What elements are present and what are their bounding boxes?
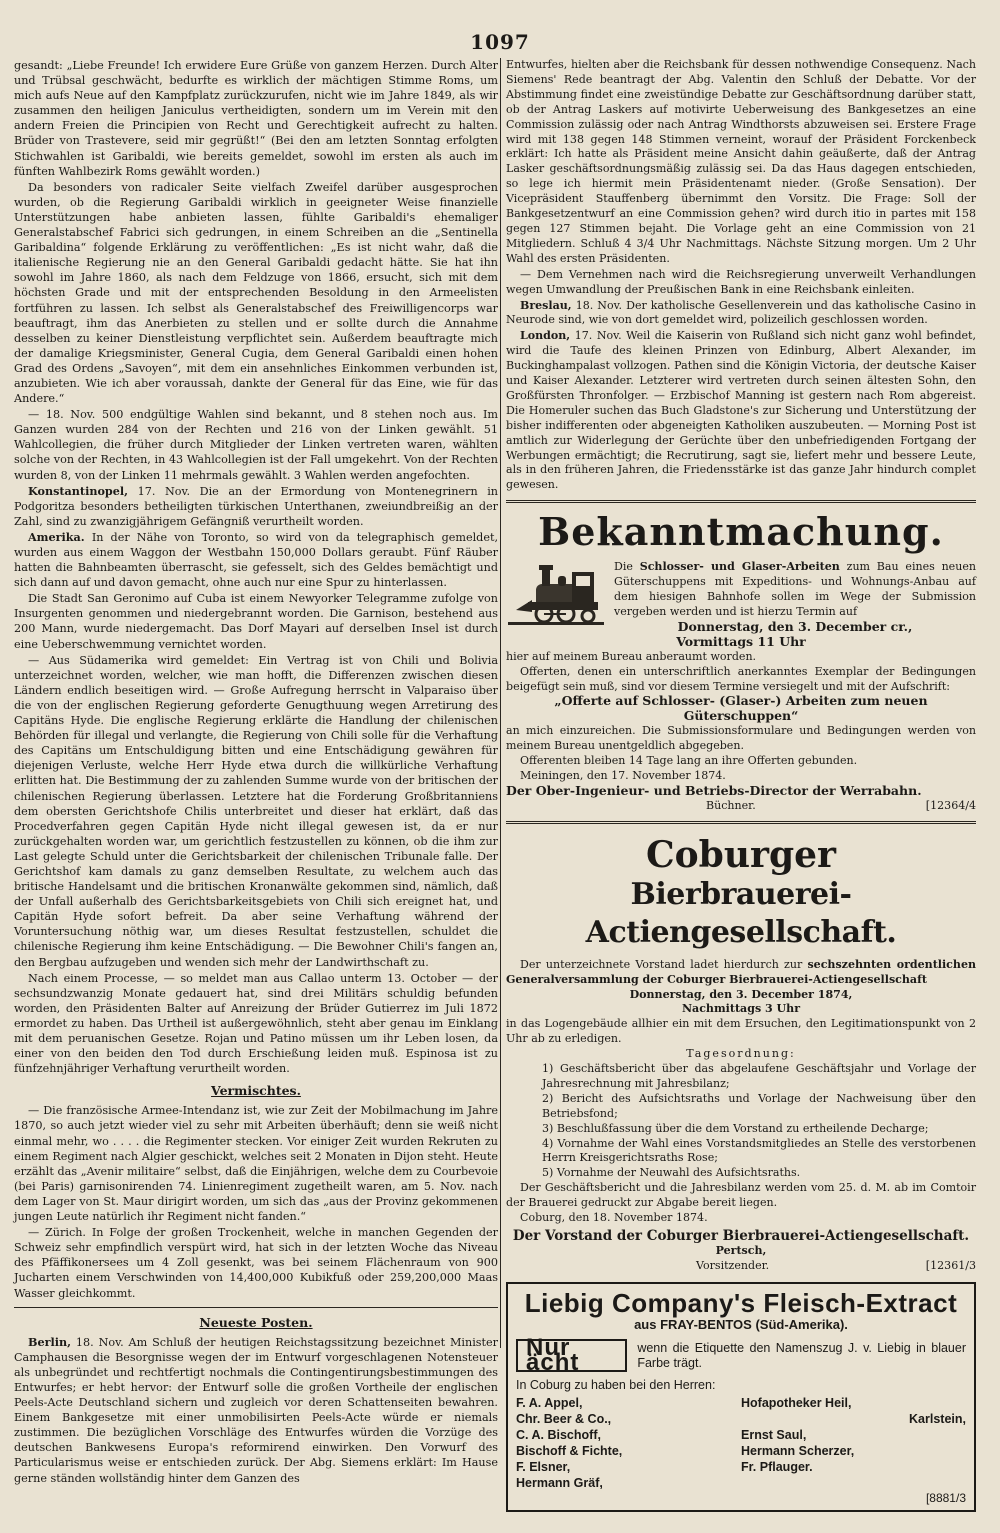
list-item: 1) Geschäftsbericht über das abgelaufene Geschäftsjahr und Vorlage der Jahresrechnung mit Jahresbilanz; (542, 1062, 976, 1090)
article-paragraph: — Aus Südamerika wird gemeldet: Ein Vertrag ist von Chili und Bolivia unterzeichnet worden, welcher, wie man hofft, die Differenzen zwischen diesen Ländern endlich beseitigen wird. — Große Aufregung herrscht in Valparaiso über die von der englischen Regierung geforderte Genugthuung wegen Arretirung des Capitäns Hyde. Die englische Regierung erklärte die Handlung der chilenischen Behörden für illegal und verlangte, die Regierung von Chili solle für die Verhaftung des Capitäns um Entschuldigung bitten und eine Entschädigung gewähren für diejenigen Verluste, welche Herr Hyde etwa durch die willkürliche Verhaftung erlitten hat. Die Bestimmung der zu zahlenden Summe wurde von der britischen der chilenischen Regierung überlassen. Letztere hat die Forderung Großbritanniens dem obersten Gerichtshofe Chilis unterbreitet und dieser hat erklärt, daß das Procedverfahren gegen Capitän Hyde nicht illegal gewesen ist, da er nur zurückgehalten worden war, um gerichtlich festzustellen zu können, ob die ihm zur Last gelegte Schuld unter die Gerichtsbarkeit der chilenischen Tribunale falle. Der Gerichtshof kam damals zu ganz demselben Resultate, zu welchem auch das britische Handelsamt und die britischen Kronanwälte gekommen sind, nämlich, daß der Unfall außerhalb des Gerichtsbarkeitsgebiets von Chili sich ereignet hat, und Capitän Hyde sofort befreit. Da aber seine Verhaftung während der Voruntersuchung nöthig war, um dieses Resultat festzustellen, schuldet die chilenische Regierung ihm keine Entschädigung. — Die Bewohner Chili's fangen an, den Bergbau aufzugeben und wenden sich mehr der Landwirthschaft zu. (14, 653, 498, 969)
advertisement-liebig (506, 1282, 976, 1513)
ad-time-line: Nachmittags 3 Uhr (681, 1002, 801, 1016)
ad-intro (506, 958, 976, 988)
ad-subtitle: aus FRAY-BENTOS (Süd-Amerika). (634, 1316, 848, 1332)
ad-intro-text: Der unterzeichnete Vorstand ladet hierdurch zur (520, 957, 803, 971)
ad-signer: Der Vorstand der Coburger Bierbrauerei-Actiengesellschaft. (512, 1228, 970, 1244)
article-paragraph: Nach einem Processe, — so meldet man aus Callao unterm 13. October — der sechsundzwanzig Monate gedauert hat, sind drei Militärs schuldig befunden worden, den Präsidenten Balter auf Anreizung der Brüder Gutierrez im Juli 1872 ermordet zu haben. Das Urtheil ist außergewöhnlich, steht aber genau im Einklang mit dem peruanischen Gesetze. Rojan und Patino müssen um ihr Leben losen, da einer von den beiden den Tod durch Erschießung leiden muß. Espinosa ist zu fünfzehnjähriger Verhaftung verurtheilt worden. (14, 971, 498, 1076)
vendor-grid (516, 1395, 966, 1491)
ad-sign-row (506, 799, 976, 814)
ad-signer-name: Pertsch, (715, 1243, 767, 1257)
ad-nur-aecht: Nur ächt (516, 1339, 627, 1373)
article-text: 17. Nov. Die an der Ermordung von Montenegrinern in Podgoritza besonders betheiligten türkischen Unterthanen, zweiundbreißig an der Zahl, sind zu zwanzigjährigem Gefängniß verurtheilt worden. (14, 484, 498, 528)
list-item: Hofapotheker Heil, (741, 1396, 852, 1411)
ad-signer-role: Vorsitzender. (696, 1258, 770, 1272)
ad-etikette-text: wenn die Etiquette den Namenszug J. v. Liebig in blauer Farbe trägt. (637, 1340, 966, 1370)
list-item: 5) Vornahme der Neuwahl des Aufsichtsraths. (542, 1166, 801, 1180)
list-item: 3) Beschlußfassung über die dem Vorstand zu ertheilende Decharge; (542, 1121, 929, 1135)
left-column (14, 58, 498, 1487)
list-item: 4) Vornahme der Wahl eines Vorstandsmitgliedes an Stelle des verstorbenen Herrn Kreisgerichtsraths Rose; (542, 1136, 976, 1165)
vendor-list-right (741, 1395, 966, 1491)
ad-text: Offerenten bleiben 14 Tage lang an ihre Offerten gebunden. (520, 754, 858, 768)
ad-authenticity-row (516, 1333, 966, 1376)
list-item: Fr. Pflauger. (741, 1460, 813, 1475)
ad-signer: Der Ober-Ingenieur- und Betriebs-Director der Werrabahn. (506, 782, 922, 798)
page-number: 1097 (470, 30, 530, 54)
ad-text: Offerten, denen ein unterschriftlich anerkanntes Exemplar der Bedingungen beigefügt sein muß, sind vor diesem Termine versiegelt und mit der Aufschrift: (506, 664, 976, 693)
ad-reference: [12361/3 (925, 1258, 976, 1272)
list-item: C. A. Bischoff, (516, 1428, 601, 1443)
vendor-list-left (516, 1395, 741, 1491)
dateline-place: London, (520, 329, 571, 343)
ad-intro-lead: Die (614, 560, 633, 574)
list-item: Karlstein, (909, 1412, 966, 1427)
article-paragraph-berlin (14, 1335, 498, 1486)
list-item: 2) Bericht des Aufsichtsraths und Vorlage der Nachweisung über den Betriebsfond; (542, 1091, 976, 1120)
ad-title-coburger: Coburger (645, 833, 837, 876)
article-paragraph: Da besonders von radicaler Seite vielfach Zweifel darüber ausgesprochen wurden, ob die Regierung Garibaldi wirklich in geeigneter Weise finanzielle Unterstützungen habe anbieten lassen, fühlte Garibaldi's ehemaliger Generalstabschef Fabrici sich gedrungen, in einem Schreiben an die „Sentinella Garibaldina“ folgende Erklärung zu veröffentlichen: „Es ist nicht wahr, daß die italienische Regierung nie an den General Garibaldi gedacht hätte. Sie hat ihn sowohl im Jahre 1860, als nach dem Feldzuge von 1866, ersucht, sich mit dem höchsten Grade und mit der entsprechenden Besoldung in den Armeelisten fortführen zu lassen. Ich selbst als Generalstabschef des Freiwilligencorps war beauftragt, ihm das Anerbieten zu stellen und er sollte durch die Annahme desselben zu keiner Dienstleistung verpflichtet sein. Außerdem beauftragte mich der damalige Kriegsminister, General Cugia, dem General Garibaldi einen hohen Grad des Ordens „Savoyen“, mit dem ein ansehnliches Einkommen verbunden ist, anzubieten. Wie ich aber voraussah, dankte der General für das Eine, wie für das Andere.“ (14, 180, 498, 406)
article-text: 17. Nov. Weil die Kaiserin von Rußland sich nicht ganz wohl befindet, wird die Taufe des kleinen Prinzen von Edinburg, Albert Alexander, im Buckinghampalast vollzogen. Pathen sind die Königin Victoria, der deutsche Kaiser und Kaiser Alexander. Letzterer wird vertreten durch seinen ältesten Sohn, den Großfürsten Thronfolger. — Erzbischof Manning ist gestern nach Rom abgereist. Die Homeruler suchen das Buch Gladstone's zur Sicherung und Unterstützung der bisher indifferenten oder abgeneigten Katholiken auszubeuten. — Morning Post ist amtlich zur Widerlegung der Gerüchte über den unbefriedigenden Fortgang der Werbungen ermächtigt; die Recrutirung, sagt sie, liefert mehr und bessere Leute, als in den früheren Jahren, die Friedensstärke ist das ganze Jahr hindurch complet gewesen. (506, 329, 977, 492)
ad-reference: [8881/3 (925, 1491, 966, 1506)
dateline-place: Amerika. (28, 529, 85, 544)
dateline-place: Breslau, (520, 298, 572, 312)
ad-title-liebig: Liebig Company's Fleisch-Extract (524, 1287, 958, 1318)
ad-title-company: Bierbrauerei-Actiengesellschaft. (585, 876, 897, 950)
list-item: Bischoff & Fichte, (516, 1444, 623, 1459)
ad-text: hier auf meinem Bureau anberaumt worden. (506, 649, 757, 663)
list-item: Hermann Gräf, (516, 1476, 603, 1491)
advertisement-bekanntmachung (506, 510, 976, 813)
ad-quote: „Offerte auf Schlosser- (Glaser-) Arbeiten zum neuen Güterschuppen“ (554, 693, 928, 724)
dateline-place: Berlin, (28, 1334, 71, 1349)
article-paragraph: Die Stadt San Geronimo auf Cuba ist einem Newyorker Telegramme zufolge von Insurgenten genommen und niedergebrannt worden. Die Garnison, bestehend aus 200 Mann, wurde niedergemacht. Das Dorf Mayari auf derselben Insel ist durch eine Ueberschwemmung vernichtet worden. (14, 592, 498, 651)
divider (506, 821, 976, 824)
ad-sold-line: In Coburg zu haben bei den Herren: (516, 1378, 716, 1393)
list-item: Chr. Beer & Co., (516, 1412, 612, 1427)
ad-sign-row (506, 1259, 976, 1274)
agenda-list (506, 1062, 976, 1181)
ad-reference: [12364/4 (925, 798, 976, 812)
right-column (506, 58, 976, 1512)
locomotive-icon (506, 562, 606, 628)
article-paragraph: — Zürich. In Folge der großen Trockenheit, welche in manchen Gegenden der Schweiz sehr empfindlich verspürt wird, hat sich in der letzten Woche das Niveau des Pfäffikonersees um 4 Zoll gesenkt, was bei seinem Flächenraum von 900 Jucharten einem Verschwinden von 14,400,000 Kubikfuß oder 259,200,000 Maas Wasser gleichkommt. (14, 1226, 498, 1300)
ad-place-date: Meiningen, den 17. November 1874. (520, 768, 726, 782)
ad-intro-bold: sechszehnten ordentlichen Generalversammlung der Coburger Bierbrauerei-Actiengesellschaft (506, 957, 977, 986)
article-paragraph-konstantinopel (14, 484, 498, 529)
article-paragraph: Entwurfes, hielten aber die Reichsbank für dessen nothwendige Consequenz. Nach Siemens' Rede beantragt der Abg. Valentin den Schluß der Debatte. Vor der Abstimmung findet eine zweistündige Debatte zur Geschäftsordnung darüber statt, ob der Antrag Laskers auf motivirte Ueberweisung des Bankgesetzes an eine Commission zulässig oder nach Antrag Windthorsts abzuweisen sei. Erstere Frage wird mit 138 gegen 148 Stimmen verneint, worauf der Präsident Forckenbeck erklärt: Ich hatte als Präsident meine Ansicht dahin geäußerte, daß der Antrag Lasker geschäftsordnungsmäßig zulässig sei. Da das Haus dagegen entschieden, so lege ich hiermit mein Präsidentenamt nieder. (Große Sensation). Der Vicepräsident Stauffenberg übernimmt den Vorsitz. Die Frage: Soll der Bankgesetzentwurf an eine Commission gehen? wird durch itio in partes mit 158 gegen 127 Stimmen bejaht. Die Vorlage geht an eine Commission von 21 Mitgliedern. Schluß 4 3/4 Uhr Nachmittags. Nächste Sitzung morgen. Um 2 Uhr Wahl des ersten Präsidenten. (506, 58, 976, 265)
divider (506, 500, 976, 503)
section-heading-neueste-posten: Neueste Posten. (199, 1314, 313, 1330)
article-paragraph: — Die französische Armee-Intendanz ist, wie zur Zeit der Mobilmachung im Jahre 1870, so auch jetzt wieder viel zu sehr mit Arbeiten überhäuft; denn sie weiß nicht einmal mehr, wo . . . . die Regimenter stecken. Vor einiger Zeit wurden Rekruten zu einem Regiment nach Algier geschickt, welches seit 2 Monaten in Dijon steht. Heute erzählt das „Avenir militaire“ selbst, daß die Einjährigen, welche dem zu Courbevoie (bei Paris) garnisonirenden 74. Linienregiment zugetheilt waren, am 5. Nov. nach dem Lager von St. Maur dirigirt worden, um sich das „aus der Provinz gekommenen jungen Leute natürlich ihr Regiment nicht fanden.“ (14, 1104, 498, 1224)
list-item: F. A. Appel, (516, 1396, 583, 1411)
article-paragraph-breslau (506, 299, 976, 329)
list-item: F. Elsner, (516, 1460, 571, 1475)
advertisement-coburger (506, 834, 976, 1274)
ad-intro-bold: Schlosser- und Glaser-Arbeiten (639, 560, 840, 574)
ad-text: in das Logengebäude allhier ein mit dem Ersuchen, den Legitimationspunkt von 2 Uhr ab zu erledigen. (506, 1017, 976, 1046)
article-text: 18. Nov. Am Schluß der heutigen Reichstagssitzung bezeichnet Minister Camphausen die Besorgnisse wegen der im Entwurf vorgeschlagenen Notensteuer als unbegründet und rechtfertigt nochmals die Contingentirungsbestimmungen des Entwurfes; er hebt hervor: der Entwurf solle die großen Vortheile der englischen Peels-Acte Deutschland sichern und zugleich vor deren Schattenseiten bewahren. Einem Bankgesetze mit einer unmobilisirten Peels-Acte würde er niemals zustimmen. Die bezüglichen Vorschläge des Entwurfes würden die Vorzüge des deutschen Bankwesens Europa's reformirend einwirken. Den Vorwurf des Particularismus weise er entschieden zurück. Der Abg. Siemens erklärt: Im Hause gerne ständen wollständig hinter dem Ganzen des (14, 1335, 498, 1485)
article-paragraph-london (506, 329, 976, 493)
article-text: 18. Nov. Der katholische Gesellenverein und das katholische Casino in Neurode sind, wie von dort gemeldet wird, polizeilich geschlossen worden. (506, 298, 976, 327)
column-divider (500, 58, 501, 1348)
ad-signer-name: Büchner. (706, 798, 756, 812)
ad-intro-rest: zum Bau eines neuen Güterschuppens mit Expeditions- und Wohnungs-Anbau auf dem hiesigen Bahnhofe sollen im Wege der Submission vergeben werden und ist hierzu Termin auf (614, 560, 976, 618)
ad-date-line: Donnerstag, den 3. December 1874, (629, 987, 853, 1001)
article-paragraph: — 18. Nov. 500 endgültige Wahlen sind bekannt, und 8 stehen noch aus. Im Ganzen wurden 284 von der Rechten und 216 von der Linken gewählt. 51 Wahlcollegien, die früher durch Mitglieder der Linken vertreten waren, wählten solche von der Rechten, in 43 Wahlcollegien ist der Fall umgekehrt. Von der Rechten wurden 8, von der Linken 11 mehrmals gewählt. 3 Wahlen werden angefochten. (14, 408, 498, 482)
ad-time-line: Vormittags 11 Uhr (676, 633, 806, 649)
article-paragraph: — Dem Vernehmen nach wird die Reichsregierung unverweilt Verhandlungen wegen Umwandlung der Preußischen Bank in eine Reichsbank einleiten. (506, 267, 976, 296)
ad-agenda-title: Tagesordnung: (686, 1047, 796, 1061)
article-text: In der Nähe von Toronto, so wird von da telegraphisch gemeldet, wurden aus einem Waggon der Westbahn 150,000 Dollars geraubt. Fünf Räuber hatten die Bahnbeamten überrascht, sie gefesselt, sich des Geldes bemächtigt und sich dann auf und davon gemacht, ohne auch nur eine Spur zu hinterlassen. (14, 530, 498, 590)
ad-date-line: Donnerstag, den 3. December cr., (677, 618, 913, 634)
list-item: Hermann Scherzer, (741, 1444, 855, 1459)
dateline-place: Konstantinopel, (28, 483, 129, 498)
article-paragraph-amerika (14, 530, 498, 590)
list-item: Ernst Saul, (741, 1428, 807, 1443)
ad-text: an mich einzureichen. Die Submissionsformulare und Bedingungen werden von meinem Bureau unentgeldlich abgegeben. (506, 724, 976, 753)
ad-place-date: Coburg, den 18. November 1874. (520, 1211, 708, 1225)
divider (14, 1307, 498, 1308)
ad-text: Der Geschäftsbericht und die Jahresbilanz werden vom 25. d. M. ab im Comtoir der Brauerei gedruckt zur Abgabe bereit liegen. (506, 1181, 976, 1210)
ad-headline: Bekanntmachung. (538, 509, 944, 555)
section-heading-vermischtes: Vermischtes. (211, 1083, 301, 1099)
article-paragraph: gesandt: „Liebe Freunde! Ich erwidere Eure Grüße von ganzem Herzen. Durch Alter und Trübsal geschwächt, bedurfte es wirklich der mächtigen Stimme Roms, um mich aufs Neue auf den Kampfplatz zurückzurufen, nicht wie im Jahre 1849, als wir zusammen den heiligen Janiculus vertheidigten, sondern um im Verein mit den andern Freien die Principien von Recht und Gerechtigkeit aufrecht zu halten. Brüder von Trastevere, seid mir gegrüßt!“ (Bei den am letzten Sonntag erfolgten Stichwahlen ist Garibaldi, wie bereits gemeldet, sowohl im ersten als auch im fünften Wahlbezirk Roms gewählt worden.) (14, 59, 498, 178)
